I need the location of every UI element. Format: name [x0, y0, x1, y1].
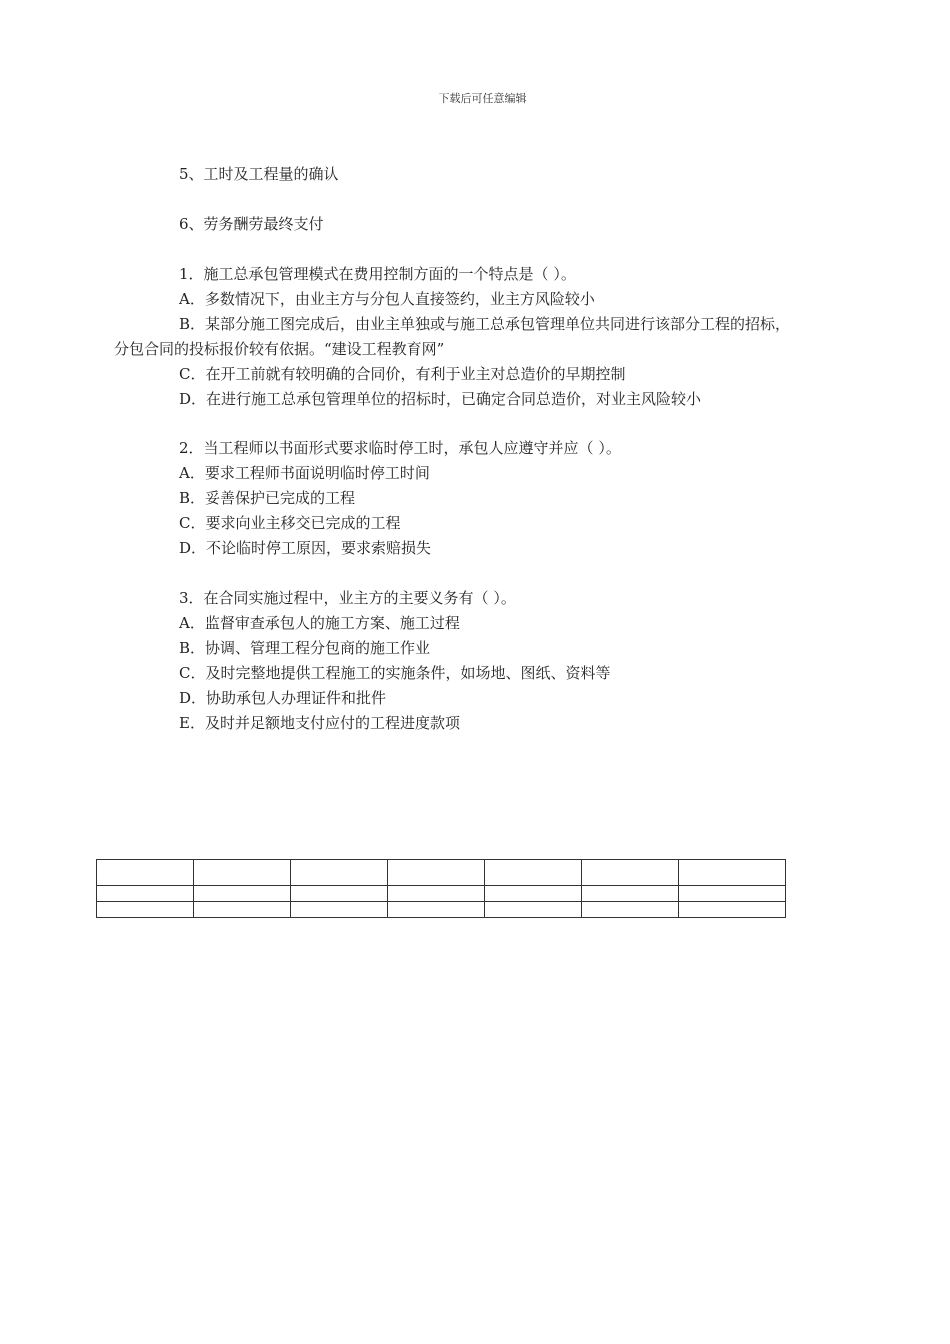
- question-1-option-d: D．在进行施工总承包管理单位的招标时，已确定合同总造价，对业主风险较小: [179, 390, 702, 408]
- table-cell: [97, 886, 194, 902]
- question-2-option-d: D．不论临时停工原因，要求索赔损失: [179, 539, 432, 557]
- table-cell: [291, 860, 388, 886]
- table-cell: [388, 886, 485, 902]
- table-cell: [485, 860, 582, 886]
- question-3-option-e: E．及时并足额地支付应付的工程进度款项: [179, 714, 460, 732]
- question-3-stem: 3．在合同实施过程中，业主方的主要义务有（ ）。: [179, 589, 516, 607]
- table-cell: [97, 860, 194, 886]
- question-3-option-b: B．协调、管理工程分包商的施工作业: [179, 639, 431, 657]
- table-cell: [485, 902, 582, 918]
- table-cell: [582, 886, 679, 902]
- question-1-option-c: C．在开工前就有较明确的合同价，有利于业主对总造价的早期控制: [179, 365, 626, 383]
- section-item-5: 5、工时及工程量的确认: [179, 165, 339, 183]
- question-2-option-c: C．要求向业主移交已完成的工程: [179, 514, 401, 532]
- table-cell: [388, 860, 485, 886]
- table-row: [97, 886, 786, 902]
- table-cell: [291, 886, 388, 902]
- table-cell: [485, 886, 582, 902]
- question-1-option-b: B．某部分施工图完成后，由业主单独或与施工总承包管理单位共同进行该部分工程的招标，: [179, 315, 791, 333]
- question-1-option-b-continuation: 分包合同的投标报价较有依据。“建设工程教育网”: [114, 340, 445, 358]
- question-2-option-b: B．妥善保护已完成的工程: [179, 489, 356, 507]
- table-cell: [388, 902, 485, 918]
- empty-table: [96, 859, 786, 918]
- question-1-option-a: A．多数情况下，由业主方与分包人直接签约，业主方风险较小: [179, 290, 595, 308]
- table-cell: [679, 860, 786, 886]
- table-cell: [679, 902, 786, 918]
- table-cell: [582, 902, 679, 918]
- header-note: 下载后可任意编辑: [438, 92, 527, 105]
- question-2-stem: 2．当工程师以书面形式要求临时停工时，承包人应遵守并应（ ）。: [179, 439, 621, 457]
- table-cell: [194, 860, 291, 886]
- question-1-stem: 1．施工总承包管理模式在费用控制方面的一个特点是（ ）。: [179, 265, 576, 283]
- table-cell: [679, 886, 786, 902]
- table-cell: [582, 860, 679, 886]
- section-item-6: 6、劳务酬劳最终支付: [179, 215, 324, 233]
- question-3-option-d: D．协助承包人办理证件和批件: [179, 689, 387, 707]
- table-cell: [291, 902, 388, 918]
- table-row: [97, 902, 786, 918]
- question-2-option-a: A．要求工程师书面说明临时停工时间: [179, 464, 430, 482]
- question-3-option-c: C．及时完整地提供工程施工的实施条件，如场地、图纸、资料等: [179, 664, 611, 682]
- question-3-option-a: A．监督审查承包人的施工方案、施工过程: [179, 614, 460, 632]
- table-cell: [97, 902, 194, 918]
- table-cell: [194, 886, 291, 902]
- table-row: [97, 860, 786, 886]
- table-cell: [194, 902, 291, 918]
